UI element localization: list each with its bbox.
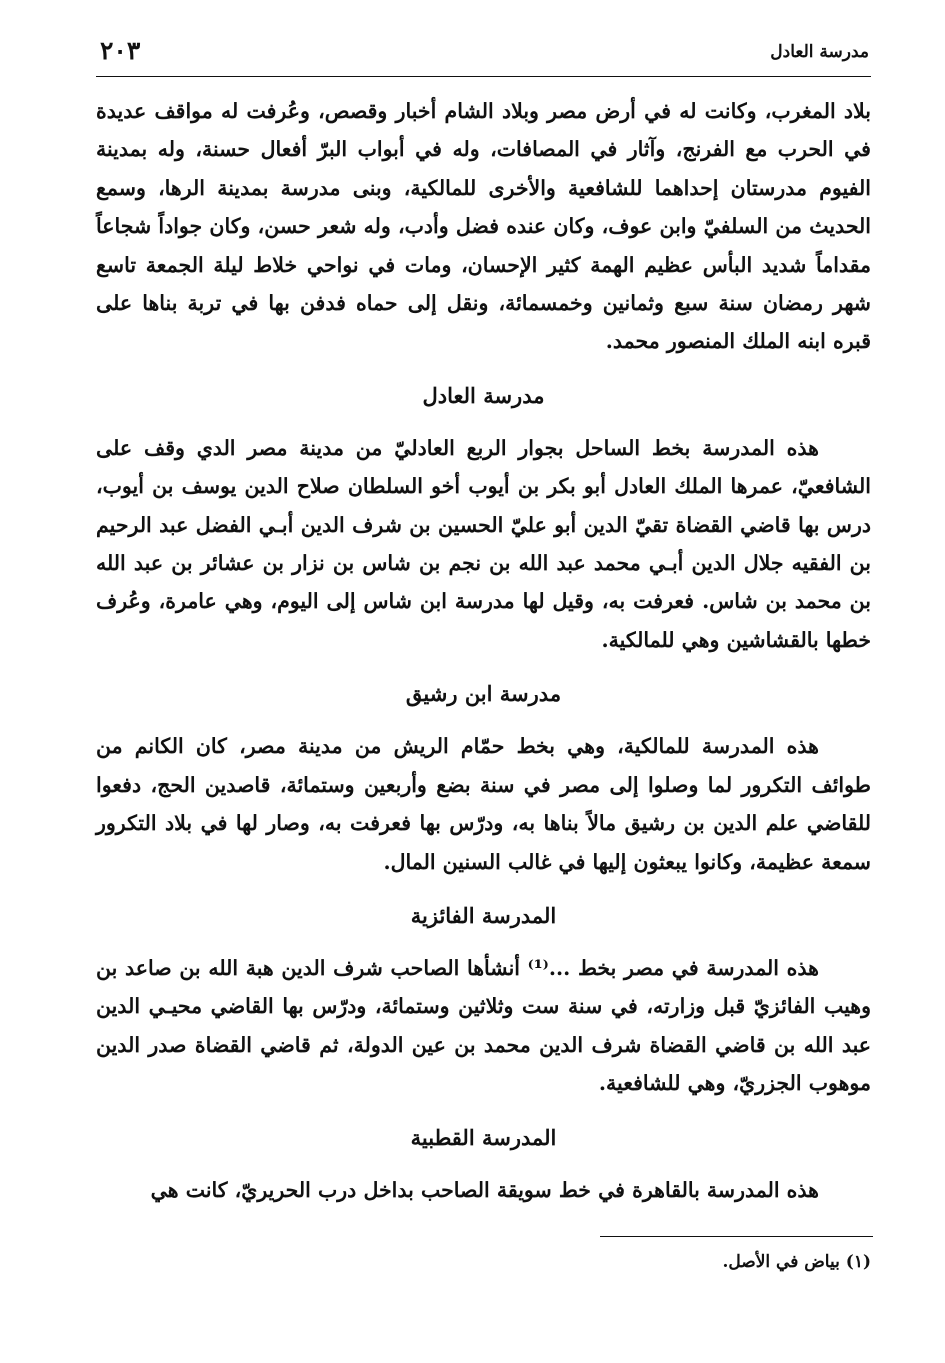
paragraph-continuation: بلاد المغرب، وكانت له في أرض مصر وبلاد الشام أخبار وقصص، وعُرفت له مواقف عديدة في الحرب مع الفرنج، وآثار في المصافات، وله في أبواب البرّ أفعال حسنة، وله بمدينة الفيوم مدرستان إحداهما للشافعية والأخرى للمالكية، وبنى مدرسة بمدينة الرها، وسمع الحديث من السلفيّ وابن عوف، وكان عنده فضل وأدب، وله شعر حسن، وكان جواداً شجاعاً مقداماً شديد البأس عظيم الهمة كثير الإحسان، ومات في نواحي خلاط ليلة الجمعة تاسع شهر رمضان سنة سبع وثمانين وخمسمائة، ونقل إلى حماه فدفن بها في تربة بناها على قبره ابنه الملك المنصور محمد. (96, 99, 871, 354)
paragraph-faizia: هذه المدرسة في مصر بخط ...⁽¹⁾ أنشأها الصاحب شرف الدين هبة الله بن صاعد بن وهيب الفائزيّ قبل وزارته، في سنة ست وثلاثين وستمائة، ودرّس بها القاضي محيـي الدين عبد الله بن قاضي القضاة شرف الدين محمد بن عين الدولة، ثم قاضي القضاة صدر الدين موهوب الجزريّ، وهي للشافعية. (96, 955, 871, 1096)
footnote: (١) بياض في الأصل. (722, 1252, 871, 1272)
paragraph-qutbia: هذه المدرسة بالقاهرة في خط سويقة الصاحب بداخل درب الحريريّ، كانت هي (150, 1177, 819, 1202)
running-head (96, 34, 871, 77)
main-text (96, 92, 871, 1209)
section-heading-adil: مدرسة العادل (422, 382, 545, 408)
footnote-divider (600, 1236, 873, 1237)
section-heading-ibn-rashiq: مدرسة ابن رشيق (405, 681, 562, 707)
paragraph-adil: هذه المدرسة بخط الساحل بجوار الربع العادليّ من مدينة مصر الدي وقف على الشافعيّ، عمرها الملك العادل أبو بكر بن أيوب أخو السلطان صلاح الدين يوسف بن أيوب، درس بها قاضي القضاة تقيّ الدين أبو عليّ الحسين بن شرف الدين أبـي الفضل عبد الرحيم بن الفقيه جلال الدين أبـي محمد عبد الله بن نجم بن شاس بن نزار بن عشائر بن عبد الله بن محمد بن شاس. فعرفت به، وقيل لها مدرسة ابن شاس إلى اليوم، وهي عامرة، وعُرف خطها بالقشاشين وهي للمالكية. (96, 435, 871, 652)
paragraph-ibn-rashiq: هذه المدرسة للمالكية، وهي بخط حمّام الريش من مدينة مصر، كان الكانم من طوائف التكرور لما وصلوا إلى مصر في سنة بضع وأربعين وستمائة، قاصدين الحج، دفعوا للقاضي علم الدين بن رشيق مالاً بناها به، ودرّس بها فعرفت به، وصار لها في بلاد التكرور سمعة عظيمة، وكانوا يبعثون إليها في غالب السنين المال. (96, 734, 871, 874)
page-number: ٢٠٣ (100, 36, 141, 65)
section-heading-faizia: المدرسة الفائزية (410, 902, 557, 928)
section-heading-qutbia: المدرسة القطبية (410, 1124, 557, 1150)
running-head-title: مدرسة العادل (770, 42, 869, 62)
